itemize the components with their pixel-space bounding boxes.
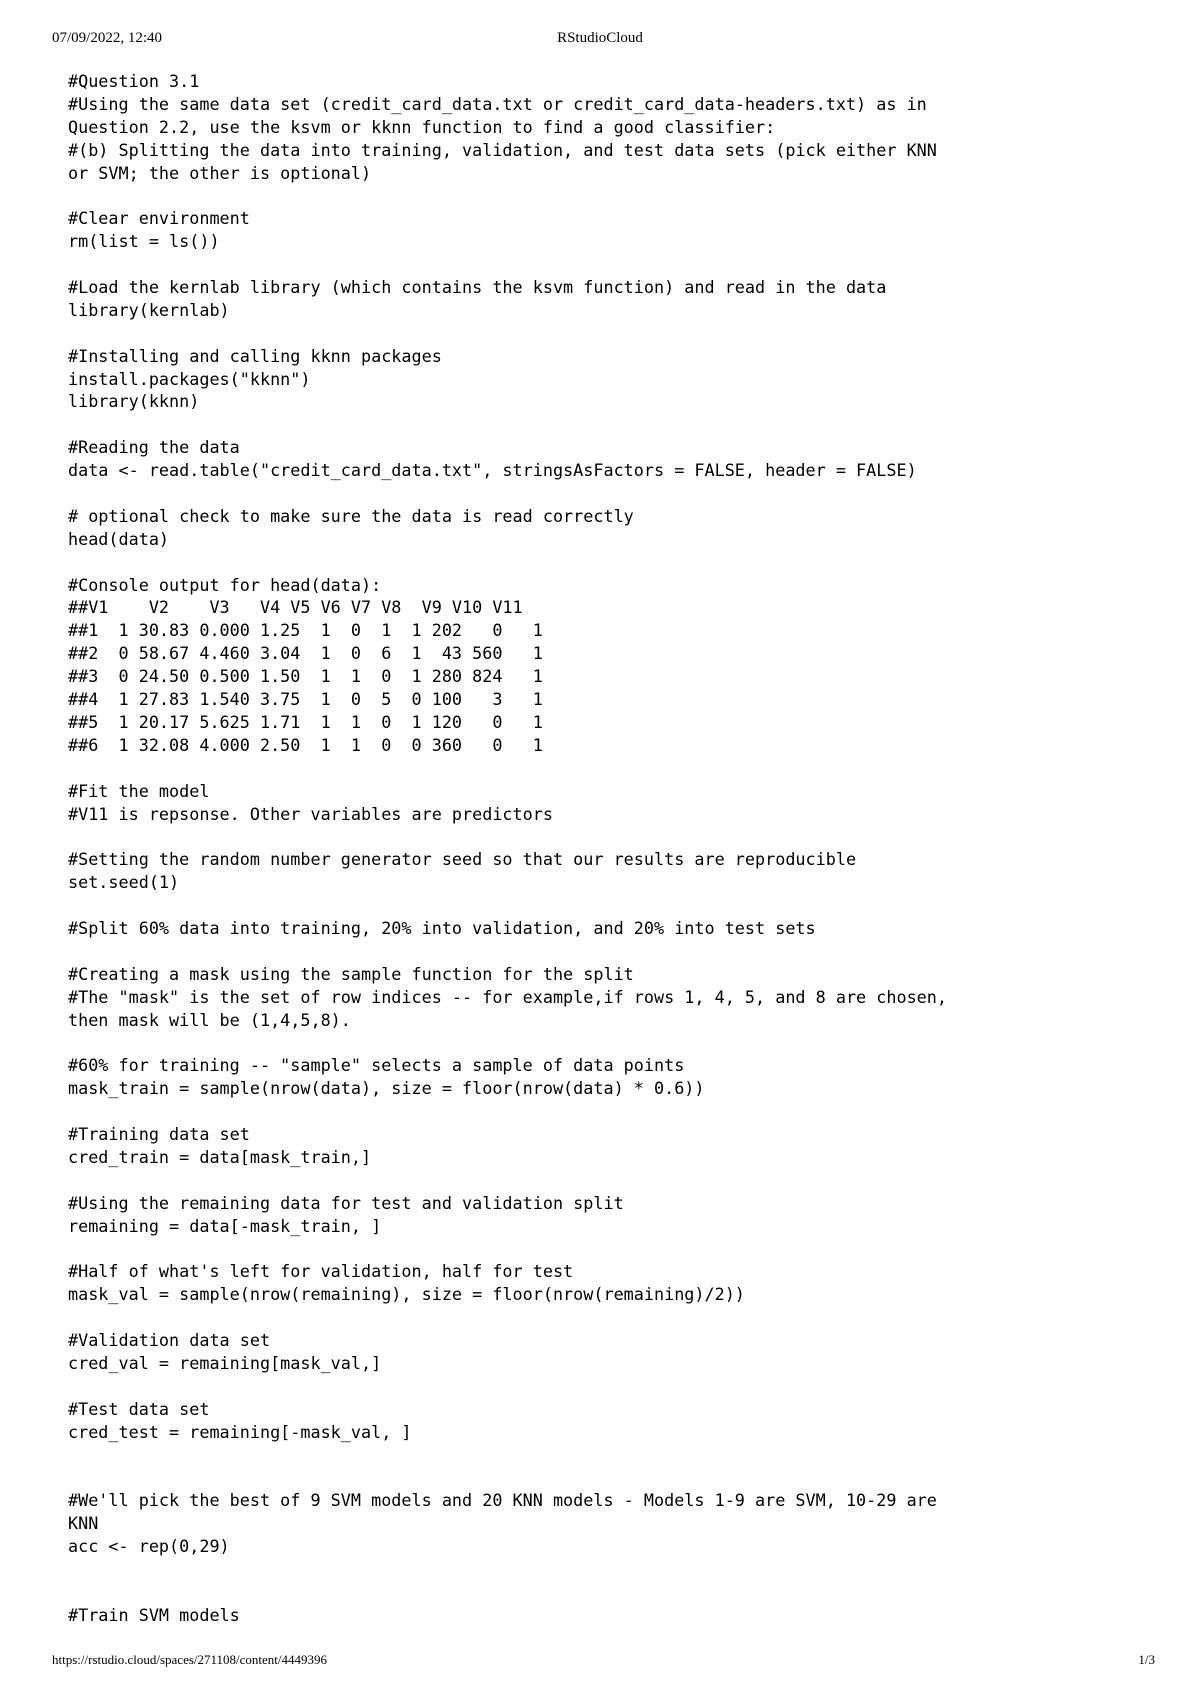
blank-line [68, 1375, 1158, 1398]
code-comment-line: #60% for training -- "sample" selects a sample of data points [68, 1055, 685, 1076]
code-comment-line: #Creating a mask using the sample function for the split [68, 963, 634, 984]
blank-line [68, 1100, 1158, 1123]
code-comment-line: #The "mask" is the set of row indices -- for example,if rows 1, 4, 5, and 8 are chosen, [68, 986, 947, 1007]
code-comment-line: #Split 60% data into training, 20% into validation, and 20% into test sets [68, 917, 816, 938]
code-comment-line: ##6 1 32.08 4.000 2.50 1 1 0 0 360 0 1 [68, 734, 543, 755]
code-comment-line: #Train SVM models [68, 1604, 240, 1625]
code-comment-line: #We'll pick the best of 9 SVM models and 20 KNN models - Models 1-9 are SVM, 10-29 are [68, 1490, 937, 1511]
blank-line [68, 1443, 1158, 1466]
code-comment-line: #Reading the data [68, 437, 240, 458]
print-footer [0, 1652, 1200, 1674]
code-line: rm(list = ls()) [68, 231, 220, 252]
code-line: cred_val = remaining[mask_val,] [68, 1352, 382, 1373]
blank-line [68, 1466, 1158, 1489]
blank-line [68, 482, 1158, 505]
code-document [68, 70, 1158, 1627]
blank-line [68, 1237, 1158, 1260]
blank-line [68, 757, 1158, 780]
code-comment-line: #Test data set [68, 1398, 210, 1419]
code-line: set.seed(1) [68, 872, 180, 893]
code-comment-line: ##5 1 20.17 5.625 1.71 1 1 0 1 120 0 1 [68, 711, 543, 732]
blank-line [68, 253, 1158, 276]
code-line: cred_test = remaining[-mask_val, ] [68, 1421, 412, 1442]
blank-line [68, 825, 1158, 848]
code-comment-line: #Load the kernlab library (which contains the ksvm function) and read in the data [68, 277, 887, 298]
code-comment-line: #Installing and calling kknn packages [68, 345, 442, 366]
code-comment-line: #Half of what's left for validation, half for test [68, 1261, 574, 1282]
code-line: mask_train = sample(nrow(data), size = floor(nrow(data) * 0.6)) [68, 1078, 705, 1099]
code-comment-line: #Using the same data set (credit_card_data.txt or credit_card_data-headers.txt) as in [68, 93, 927, 114]
code-line: cred_train = data[mask_train,] [68, 1146, 372, 1167]
page-number: 1/3 [1138, 1652, 1155, 1667]
code-comment-line: #Training data set [68, 1123, 250, 1144]
code-comment-line: #Fit the model [68, 780, 210, 801]
code-comment-line: ##1 1 30.83 0.000 1.25 1 0 1 1 202 0 1 [68, 620, 543, 641]
code-comment-line: ##3 0 24.50 0.500 1.50 1 1 0 1 280 824 1 [68, 666, 543, 687]
blank-line [68, 1558, 1158, 1581]
code-comment-line: ##2 0 58.67 4.460 3.04 1 0 6 1 43 560 1 [68, 643, 543, 664]
code-line: library(kknn) [68, 391, 200, 412]
code-comment-line: ##V1 V2 V3 V4 V5 V6 V7 V8 V9 V10 V11 [68, 597, 523, 618]
code-line: remaining = data[-mask_train, ] [68, 1215, 382, 1236]
code-comment-line: #Question 3.1 [68, 71, 200, 91]
code-comment-line: #Setting the random number generator seed so that our results are reproducible [68, 849, 857, 870]
code-comment-line: #Console output for head(data): [68, 574, 382, 595]
print-header [0, 30, 1200, 52]
code-comment-line: ##4 1 27.83 1.540 3.75 1 0 5 0 100 3 1 [68, 689, 543, 710]
print-url: https://rstudio.cloud/spaces/271108/content/4449396 [52, 1652, 328, 1667]
code-line: KNN [68, 1513, 99, 1534]
code-comment-line: #Using the remaining data for test and validation split [68, 1192, 624, 1213]
code-line: Question 2.2, use the ksvm or kknn function to find a good classifier: [68, 116, 776, 137]
code-comment-line: # optional check to make sure the data is read correctly [68, 505, 634, 526]
print-timestamp: 07/09/2022, 12:40 [52, 30, 163, 46]
code-line: data <- read.table("credit_card_data.txt", stringsAsFactors = FALSE, header = FALSE) [68, 460, 917, 481]
blank-line [68, 1031, 1158, 1054]
code-line: install.packages("kknn") [68, 368, 311, 389]
blank-line [68, 1306, 1158, 1329]
blank-line [68, 322, 1158, 345]
print-page-title: RStudioCloud [557, 30, 643, 46]
blank-line [68, 1169, 1158, 1192]
code-comment-line: #(b) Splitting the data into training, validation, and test data sets (pick either KNN [68, 139, 937, 160]
blank-line [68, 413, 1158, 436]
blank-line [68, 940, 1158, 963]
code-comment-line: #V11 is repsonse. Other variables are predictors [68, 803, 553, 824]
blank-line [68, 1581, 1158, 1604]
code-line: then mask will be (1,4,5,8). [68, 1009, 351, 1030]
blank-line [68, 894, 1158, 917]
blank-line [68, 184, 1158, 207]
code-line: mask_val = sample(nrow(remaining), size = floor(nrow(remaining)/2)) [68, 1284, 745, 1305]
code-line: or SVM; the other is optional) [68, 162, 372, 183]
code-line: acc <- rep(0,29) [68, 1536, 230, 1556]
code-line: head(data) [68, 528, 170, 549]
code-comment-line: #Clear environment [68, 208, 250, 229]
blank-line [68, 551, 1158, 574]
code-line: library(kernlab) [68, 299, 230, 320]
code-comment-line: #Validation data set [68, 1329, 271, 1350]
